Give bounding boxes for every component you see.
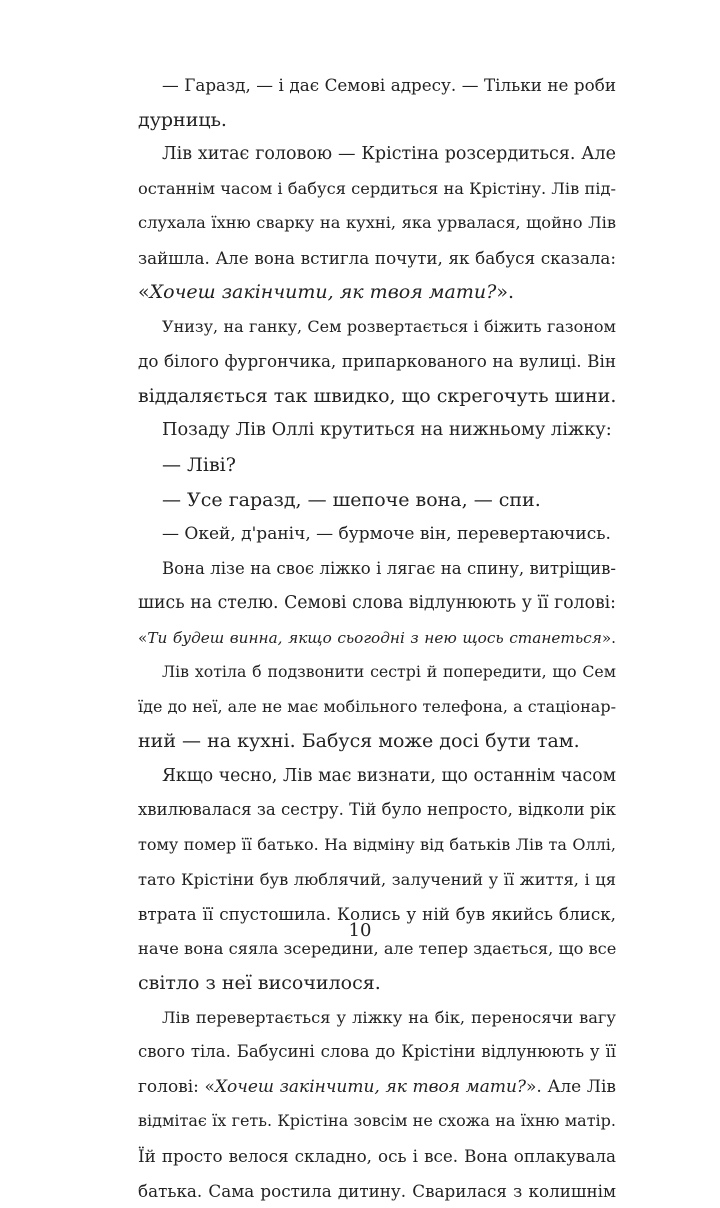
text-run: слухала їхню сварку на кухні, яка урвалася, щойно Лів: [138, 213, 616, 232]
text-line: [138, 413, 616, 448]
text-run: батька. Сама ростила дитину. Сварилася з колишнім: [138, 1181, 616, 1201]
text-run: Вона лізе на своє ліжко і лягає на спину, витріщив-: [162, 559, 616, 578]
text-line: [138, 828, 616, 863]
text-line: [138, 759, 616, 794]
text-line: [138, 1139, 616, 1174]
text-run: тато Крістіни був люблячий, залучений у її життя, і ця: [138, 870, 616, 889]
text-line: [138, 137, 616, 172]
text-line: [138, 1104, 616, 1139]
text-run: їде до неї, але не має мобільного телефона, а стаціонар-: [138, 697, 616, 716]
text-line: [138, 448, 616, 483]
italic-text: Ти будеш винна, якщо сьогодні з нею щось станеться: [147, 629, 601, 647]
italic-text: Хочеш закінчити, як твоя мати?: [215, 1077, 526, 1097]
text-line: [138, 966, 616, 1001]
text-line: [138, 68, 616, 103]
page-number: 10: [0, 920, 720, 941]
text-line: [138, 483, 616, 518]
text-run: Позаду Лів Оллі крутиться на нижньому ліжку:: [162, 420, 612, 440]
text-line: [138, 793, 616, 828]
text-line: [138, 724, 616, 759]
text-line: [138, 586, 616, 621]
text-run: Якщо чесно, Лів має визнати, що останнім часом: [162, 766, 616, 786]
text-run: хвилювалася за сестру. Тій було непросто, відколи рік: [138, 800, 616, 819]
text-run: втрата її спустошила. Колись у ній був якийсь блиск,: [138, 904, 616, 924]
text-run: наче вона сяяла зсередини, але тепер здається, що все: [138, 939, 616, 958]
text-line: [138, 655, 616, 690]
text-line: [138, 1035, 616, 1070]
text-line: [138, 344, 616, 379]
text-line: [138, 1174, 616, 1208]
text-run: свого тіла. Бабусині слова до Крістіни відлунюють у її: [138, 1042, 616, 1061]
text-line: [138, 1001, 616, 1036]
text-run: дурниць.: [138, 109, 227, 131]
text-run: ний — на кухні. Бабуся може досі бути там.: [138, 730, 580, 752]
text-run: ».: [496, 281, 514, 303]
italic-text: Хочеш закінчити, як твоя мати?: [150, 281, 497, 303]
text-line: [138, 275, 616, 310]
text-line: [138, 172, 616, 207]
text-run: голові: «: [138, 1077, 215, 1097]
text-run: «: [138, 281, 150, 303]
text-line: [138, 517, 616, 552]
text-line: [138, 241, 616, 276]
text-line: [138, 621, 616, 656]
text-run: — Гаразд, — і дає Семові адресу. — Тільки не роби: [162, 75, 616, 95]
text-run: ».: [602, 629, 616, 647]
text-run: шись на стелю. Семові слова відлунюють у її голові:: [138, 593, 616, 613]
text-run: Лів хитає головою — Крістіна розсердиться. Але: [162, 144, 616, 164]
text-run: зайшла. Але вона встигла почути, як бабуся сказала:: [138, 248, 616, 268]
text-line: [138, 206, 616, 241]
text-line: [138, 863, 616, 898]
text-line: [138, 310, 616, 345]
text-run: Лів хотіла б подзвонити сестрі й попередити, що Сем: [162, 662, 616, 681]
text-run: до білого фургончика, припаркованого на вулиці. Він: [138, 351, 616, 371]
text-run: тому помер її батько. На відміну від батьків Лів та Оллі,: [138, 835, 616, 854]
text-line: [138, 1070, 616, 1105]
text-run: Їй просто велося складно, ось і все. Вона оплакувала: [138, 1146, 616, 1166]
text-line: [138, 552, 616, 587]
text-run: ». Але Лів: [526, 1077, 616, 1097]
text-line: [138, 103, 616, 138]
text-run: Лів перевертається у ліжку на бік, переносячи вагу: [162, 1008, 616, 1027]
text-run: відмітає їх геть. Крістіна зовсім не схожа на їхню матір.: [138, 1111, 616, 1130]
text-run: Унизу, на ганку, Сем розвертається і біжить газоном: [162, 317, 616, 336]
text-run: — Окей, д'раніч, — бурмоче він, перевертаючись.: [162, 524, 611, 544]
text-line: [138, 690, 616, 725]
text-run: — Усе гаразд, — шепоче вона, — спи.: [162, 489, 541, 511]
text-line: [138, 379, 616, 414]
text-run: «: [138, 629, 147, 647]
text-run: віддаляється так швидко, що скрегочуть шини.: [138, 385, 616, 407]
text-run: останнім часом і бабуся сердиться на Крістіну. Лів під-: [138, 179, 616, 198]
text-run: — Ліві?: [162, 454, 236, 476]
text-run: світло з неї височилося.: [138, 972, 381, 994]
body-text: [138, 68, 616, 1208]
